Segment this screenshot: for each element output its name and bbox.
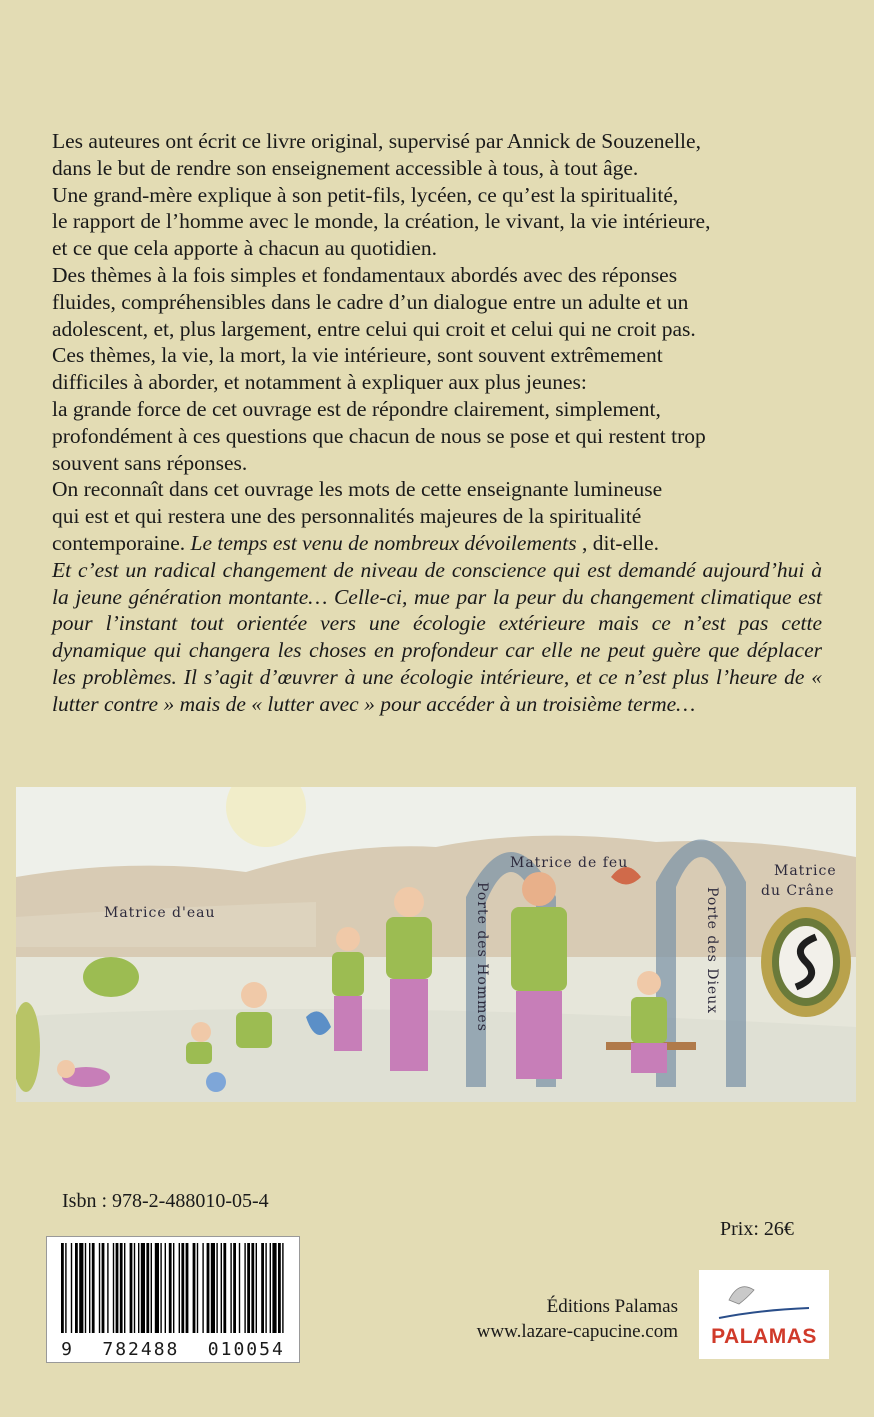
barcode-bar xyxy=(197,1243,198,1333)
barcode-bar xyxy=(116,1243,119,1333)
barcode-bar xyxy=(230,1243,231,1333)
label-fire-matrix: Matrice de feu xyxy=(510,855,629,871)
blurb-line: Une grand-mère explique à son petit-fils, lycéen, ce qu’est la spiritualité, xyxy=(52,182,679,207)
barcode-bar xyxy=(265,1243,266,1333)
watercolor-illustration xyxy=(16,787,856,1102)
blurb-line: profondément à ces questions que chacun de nous se pose et qui restent trop xyxy=(52,423,706,448)
blurb-quote: Et c’est un radical changement de niveau de conscience qui est demandé aujourd’hui à la jeune génération montante… Celle-ci, mue par la peur du changement climatique est pour l’instant tout orientée vers une écologie extérieure mais ce n’est pas cette dynamique qui changera les choses en profondeur car elle ne peut guère que déplacer les problèmes. Il s’agit d’œuvrer à une écologie intérieure, et ce n’est plus l’heure de « lutter contre » mais de « lutter avec » pour accéder à un troisième terme… xyxy=(52,557,822,716)
blurb-line: souvent sans réponses. xyxy=(52,450,248,475)
barcode-digit-group: 010054 xyxy=(207,1339,285,1360)
barcode-bar xyxy=(165,1243,166,1333)
barcode-bar xyxy=(107,1243,108,1333)
illustration-drawing xyxy=(16,787,856,1102)
blurb-line: fluides, compréhensibles dans le cadre d’un dialogue entre un adulte et un xyxy=(52,289,689,314)
barcode-bar xyxy=(61,1243,64,1333)
barcode-bar xyxy=(113,1243,114,1333)
publisher-name: Éditions Palamas xyxy=(546,1296,678,1317)
barcode-bar xyxy=(169,1243,172,1333)
barcode-bar xyxy=(71,1243,72,1333)
palamas-logo xyxy=(699,1270,829,1359)
label-gate-gods: Porte des Dieux xyxy=(704,887,720,1015)
barcode-digits xyxy=(47,1339,299,1360)
barcode-bar xyxy=(282,1243,283,1333)
barcode-bar xyxy=(102,1243,105,1333)
barcode-bar xyxy=(99,1243,100,1333)
blurb-line: difficiles à aborder, et notamment à expliquer aux plus jeunes: xyxy=(52,370,587,395)
barcode-bars xyxy=(47,1237,299,1337)
barcode-bar xyxy=(244,1243,245,1333)
barcode-bar xyxy=(239,1243,240,1333)
blurb-line: et ce que cela apporte à chacun au quotidien. xyxy=(52,236,438,261)
barcode-digit-group: 9 xyxy=(61,1339,75,1360)
dove-icon xyxy=(699,1270,829,1330)
barcode-bar xyxy=(207,1243,210,1333)
barcode-bar xyxy=(211,1243,215,1333)
publisher-website: www.lazare-capucine.com xyxy=(476,1321,678,1342)
barcode-bar xyxy=(278,1243,281,1333)
barcode-bar xyxy=(138,1243,139,1333)
blurb-last-line-start: contemporaine. xyxy=(52,530,191,555)
barcode-bar xyxy=(186,1243,189,1333)
price: Prix: 26€ xyxy=(720,1218,794,1240)
barcode-bar xyxy=(216,1243,217,1333)
barcode-digit-group: 782488 xyxy=(102,1339,180,1360)
blurb-last-line xyxy=(52,530,822,557)
barcode-bar xyxy=(130,1243,133,1333)
blurb-line: Les auteures ont écrit ce livre original, supervisé par Annick de Souzenelle, xyxy=(52,129,701,153)
blurb-last-line-end: , dit-elle. xyxy=(576,530,659,555)
barcode-bar xyxy=(155,1243,159,1333)
blurb-line: la grande force de cet ouvrage est de répondre clairement, simplement, xyxy=(52,396,661,421)
barcode-bar xyxy=(223,1243,226,1333)
barcode-bar xyxy=(179,1243,180,1333)
barcode-bar xyxy=(141,1243,145,1333)
barcode-bar xyxy=(85,1243,86,1333)
barcode-bar xyxy=(261,1243,264,1333)
label-skull-matrix-1: Matrice xyxy=(774,863,837,879)
blurb-line: Ces thèmes, la vie, la mort, la vie intérieure, sont souvent extrêmement xyxy=(52,343,663,368)
publisher-info xyxy=(477,1294,678,1344)
barcode-bar xyxy=(92,1243,95,1333)
barcode-bar xyxy=(181,1243,184,1333)
back-cover-blurb xyxy=(52,128,822,718)
blurb-line: le rapport de l’homme avec le monde, la création, le vivant, la vie intérieure, xyxy=(52,209,711,234)
blurb-lines xyxy=(52,128,822,530)
barcode-bar xyxy=(134,1243,135,1333)
label-skull-matrix-2: du Crâne xyxy=(761,883,835,899)
blurb-line: adolescent, et, plus largement, entre celui qui croit et celui qui ne croit pas. xyxy=(52,316,696,341)
barcode-bar xyxy=(202,1243,203,1333)
barcode-bar xyxy=(120,1243,123,1333)
barcode xyxy=(46,1236,300,1363)
blurb-line: qui est et qui restera une des personnalités majeures de la spiritualité xyxy=(52,504,642,529)
barcode-bar xyxy=(173,1243,174,1333)
barcode-bar xyxy=(247,1243,250,1333)
barcode-bar xyxy=(251,1243,254,1333)
barcode-bar xyxy=(79,1243,83,1333)
label-gate-men: Porte des Hommes xyxy=(474,882,490,1032)
blurb-line: dans le but de rendre son enseignement accessible à tous, à tout âge. xyxy=(52,155,639,180)
barcode-bar xyxy=(89,1243,90,1333)
blurb-line: Des thèmes à la fois simples et fondamentaux abordés avec des réponses xyxy=(52,262,678,287)
barcode-bar xyxy=(193,1243,196,1333)
blurb-line: On reconnaît dans cet ouvrage les mots de cette enseignante lumineuse xyxy=(52,477,663,502)
barcode-bar xyxy=(75,1243,78,1333)
barcode-bar xyxy=(160,1243,161,1333)
barcode-bar xyxy=(256,1243,257,1333)
label-water-matrix: Matrice d'eau xyxy=(104,905,216,921)
barcode-bar xyxy=(151,1243,152,1333)
logo-text: PALAMAS xyxy=(711,1325,817,1348)
barcode-bar xyxy=(272,1243,276,1333)
barcode-bar xyxy=(146,1243,149,1333)
barcode-bar xyxy=(221,1243,222,1333)
isbn: Isbn : 978-2-488010-05-4 xyxy=(62,1190,269,1212)
barcode-bar xyxy=(270,1243,271,1333)
barcode-bar xyxy=(65,1243,66,1333)
blurb-citation: Le temps est venu de nombreux dévoilements xyxy=(190,530,577,555)
barcode-bar xyxy=(233,1243,236,1333)
barcode-bar xyxy=(124,1243,125,1333)
